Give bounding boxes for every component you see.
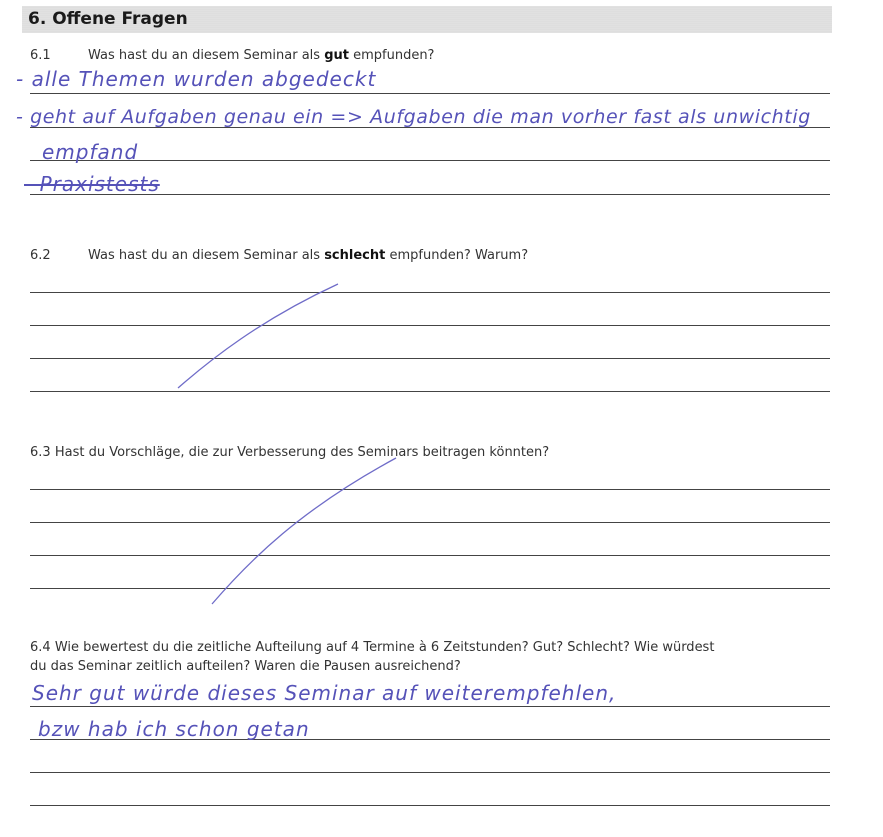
answer-line[interactable] <box>30 706 830 707</box>
question-text <box>88 46 434 65</box>
answer-line[interactable] <box>30 160 830 161</box>
strike-mark-q2 <box>178 284 338 388</box>
handwritten-answer-crossed-out: - Praxistests <box>24 172 160 196</box>
question-text <box>88 246 528 265</box>
question-text <box>30 443 549 462</box>
section-title: 6. Offene Fragen <box>28 9 188 29</box>
question-text-line: du das Seminar zeitlich aufteilen? Waren die Pausen ausreichend? <box>30 659 461 674</box>
answer-line[interactable] <box>30 93 830 94</box>
question-text-suffix: empfunden? <box>348 48 435 63</box>
answer-line[interactable] <box>30 358 830 359</box>
question-text-prefix: Was hast du an diesem Seminar als <box>88 248 325 263</box>
answer-line[interactable] <box>30 555 830 556</box>
handwritten-answer: - alle Themen wurden abgedeckt <box>16 67 377 91</box>
handwritten-answer: empfand <box>42 140 139 164</box>
question-number: 6.4 <box>30 640 51 655</box>
answer-line[interactable] <box>30 391 830 392</box>
answer-line[interactable] <box>30 588 830 589</box>
question-text-body: Hast du Vorschläge, die zur Verbesserung des Seminars beitragen könnten? <box>54 445 550 460</box>
answer-line[interactable] <box>30 772 830 773</box>
question-text-prefix: Was hast du an diesem Seminar als <box>88 48 325 63</box>
answer-line[interactable] <box>30 489 830 490</box>
question-text-suffix: empfunden? Warum? <box>385 248 529 263</box>
handwritten-answer: Sehr gut würde dieses Seminar auf weiterempfehlen, <box>32 681 617 705</box>
strike-mark-q3 <box>212 458 396 604</box>
answer-line[interactable] <box>30 292 830 293</box>
answer-line[interactable] <box>30 325 830 326</box>
question-text-line: Wie bewertest du die zeitliche Aufteilung auf 4 Termine à 6 Zeitstunden? Gut? Schlecht? Wie würdest <box>54 640 715 655</box>
answer-line[interactable] <box>30 805 830 806</box>
question-text-emphasis: gut <box>324 48 349 63</box>
question-number: 6.1 <box>30 48 51 63</box>
handwritten-answer: bzw hab ich schon getan <box>38 717 310 741</box>
question-number: 6.2 <box>30 248 51 263</box>
question-number: 6.3 <box>30 445 51 460</box>
handwritten-answer: - geht auf Aufgaben genau ein => Aufgaben die man vorher fast als unwichtig <box>16 106 811 128</box>
answer-line[interactable] <box>30 522 830 523</box>
question-text-emphasis: schlecht <box>324 248 386 263</box>
question-text <box>30 638 714 657</box>
